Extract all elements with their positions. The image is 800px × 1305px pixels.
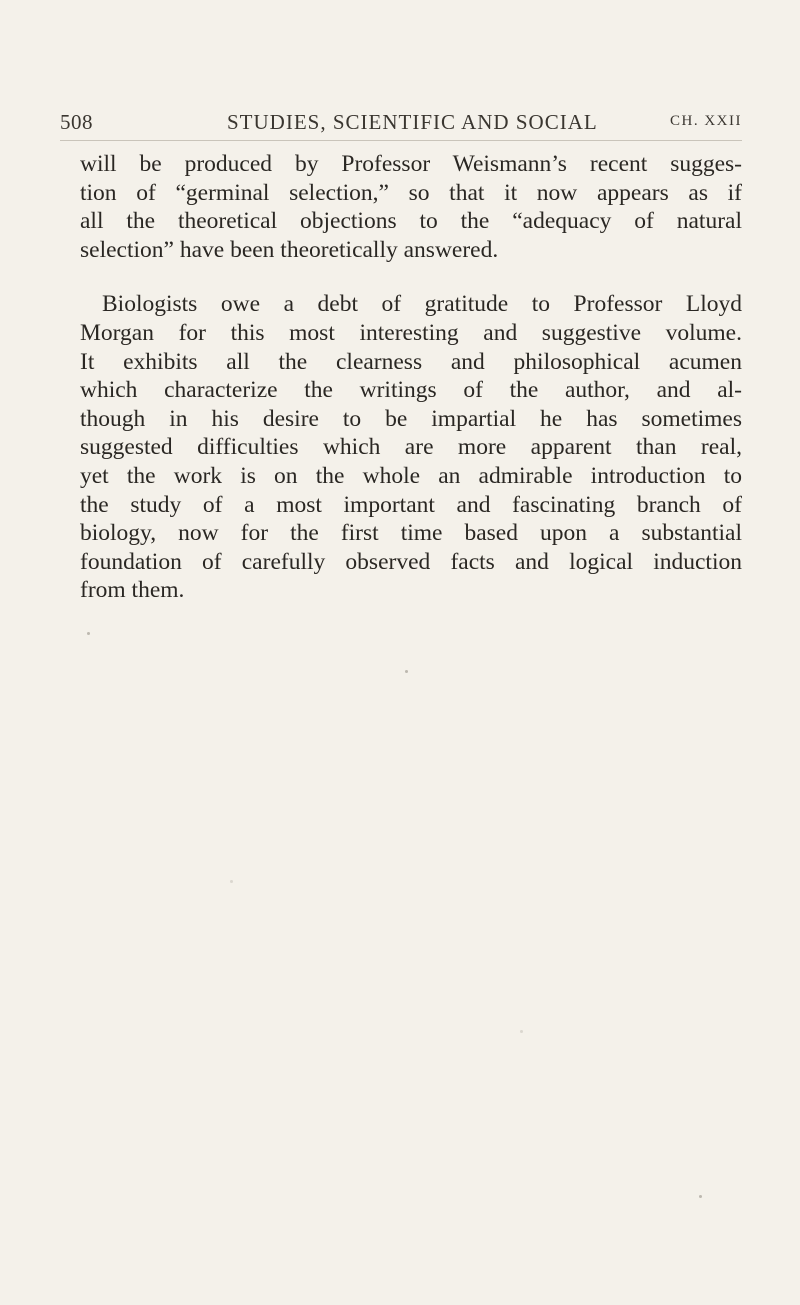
text-line: from them. xyxy=(80,577,185,604)
text-line: though in his desire to be impartial he has sometimes xyxy=(80,405,742,432)
text-line: which characterize the writings of the author, and al- xyxy=(80,377,742,404)
text-line: yet the work is on the whole an admirable introduction to xyxy=(80,462,742,489)
text-line: the study of a most important and fascinating branch of xyxy=(80,491,742,518)
text-line: foundation of carefully observed facts and logical induction xyxy=(80,548,742,575)
paper-speck xyxy=(230,880,233,883)
page-number: 508 xyxy=(60,110,93,134)
running-head xyxy=(60,110,742,142)
paper-speck xyxy=(405,670,408,673)
paragraph-1 xyxy=(80,150,742,264)
text-line: suggested difficulties which are more apparent than real, xyxy=(80,434,742,461)
text-line: selection” have been theoretically answered. xyxy=(80,236,499,263)
text-line: biology, now for the first time based upon a substantial xyxy=(80,520,742,547)
paper-speck xyxy=(699,1195,702,1198)
text-line: tion of “germinal selection,” so that it now appears as if xyxy=(80,179,742,206)
paragraph-2 xyxy=(80,290,742,605)
paragraph-spacer xyxy=(80,264,742,290)
text-line: It exhibits all the clearness and philosophical acumen xyxy=(80,348,742,375)
paper-speck xyxy=(87,632,90,635)
text-line: all the theoretical objections to the “adequacy of natural xyxy=(80,208,742,235)
running-title: STUDIES, SCIENTIFIC AND SOCIAL xyxy=(227,110,598,134)
header-rule xyxy=(60,140,742,141)
text-line: will be produced by Professor Weismann’s recent sugges- xyxy=(80,151,742,177)
text-line: Biologists owe a debt of gratitude to Professor Lloyd xyxy=(102,291,742,318)
chapter-reference: CH. XXII xyxy=(670,113,742,129)
body-text xyxy=(80,150,742,605)
paper-speck xyxy=(520,1030,523,1033)
text-line: Morgan for this most interesting and suggestive volume. xyxy=(80,319,742,346)
